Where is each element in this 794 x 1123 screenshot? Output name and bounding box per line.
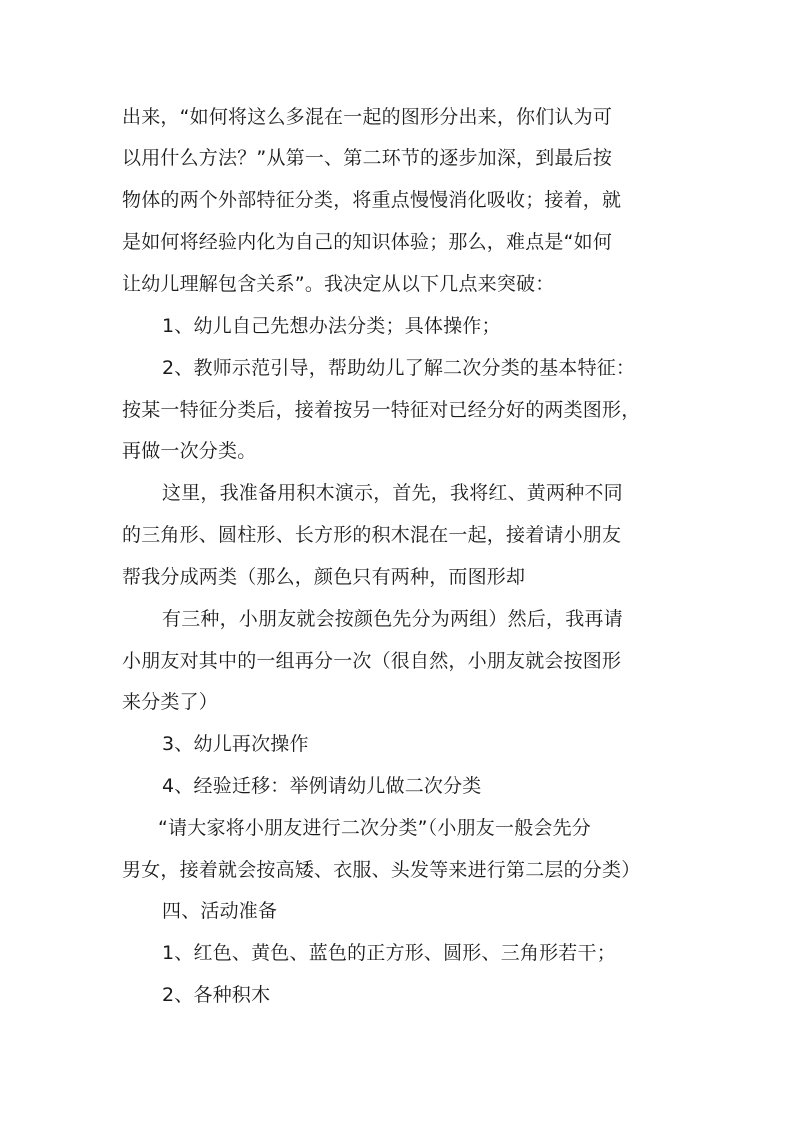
list-item: 2、教师示范引导，帮助幼儿了解二次分类的基本特征： [162, 357, 636, 379]
paragraph-line: 再做一次分类。 [122, 440, 257, 462]
paragraph-line: 这里，我准备用积木演示，首先，我将红、黄两种不同 [162, 482, 623, 504]
section-heading: 四、活动准备 [162, 900, 278, 922]
paragraph-line: 来分类了） [122, 691, 219, 713]
paragraph-line: 出来，“如何将这么多混在一起的图形分出来，你们认为可 [122, 106, 613, 128]
list-item: 1、红色、黄色、蓝色的正方形、圆形、三角形若干； [162, 942, 616, 964]
paragraph-line: 以用什么方法？”从第一、第二环节的逐步加深，到最后按 [122, 147, 613, 169]
list-item: 2、各种积木 [162, 984, 271, 1006]
paragraph-line: “请大家将小朋友进行二次分类”（小朋友一般会先分 [158, 817, 591, 839]
paragraph-line: 物体的两个外部特征分类，将重点慢慢消化吸收；接着，就 [122, 189, 622, 211]
list-item: 3、幼儿再次操作 [162, 733, 309, 755]
paragraph-line: 男女，接着就会按高矮、衣服、头发等来进行第二层的分类） [122, 859, 641, 881]
paragraph-line: 是如何将经验内化为自己的知识体验；那么，难点是“如何 [122, 231, 613, 253]
paragraph-line: 小朋友对其中的一组再分一次（很自然，小朋友就会按图形 [122, 650, 622, 672]
list-item: 4、经验迁移：举例请幼儿做二次分类 [162, 775, 482, 797]
list-item: 1、幼儿自己先想办法分类；具体操作； [162, 315, 501, 337]
paragraph-line: 让幼儿理解包含关系”。我决定从以下几点来突破： [122, 273, 555, 295]
paragraph-line: 帮我分成两类（那么，颜色只有两种，而图形却 [122, 566, 526, 588]
paragraph-line: 有三种，小朋友就会按颜色先分为两组）然后，我再请 [162, 608, 623, 630]
paragraph-line: 的三角形、圆柱形、长方形的积木混在一起，接着请小朋友 [122, 524, 622, 546]
paragraph-line: 按某一特征分类后，接着按另一特征对已经分好的两类图形， [122, 399, 641, 421]
